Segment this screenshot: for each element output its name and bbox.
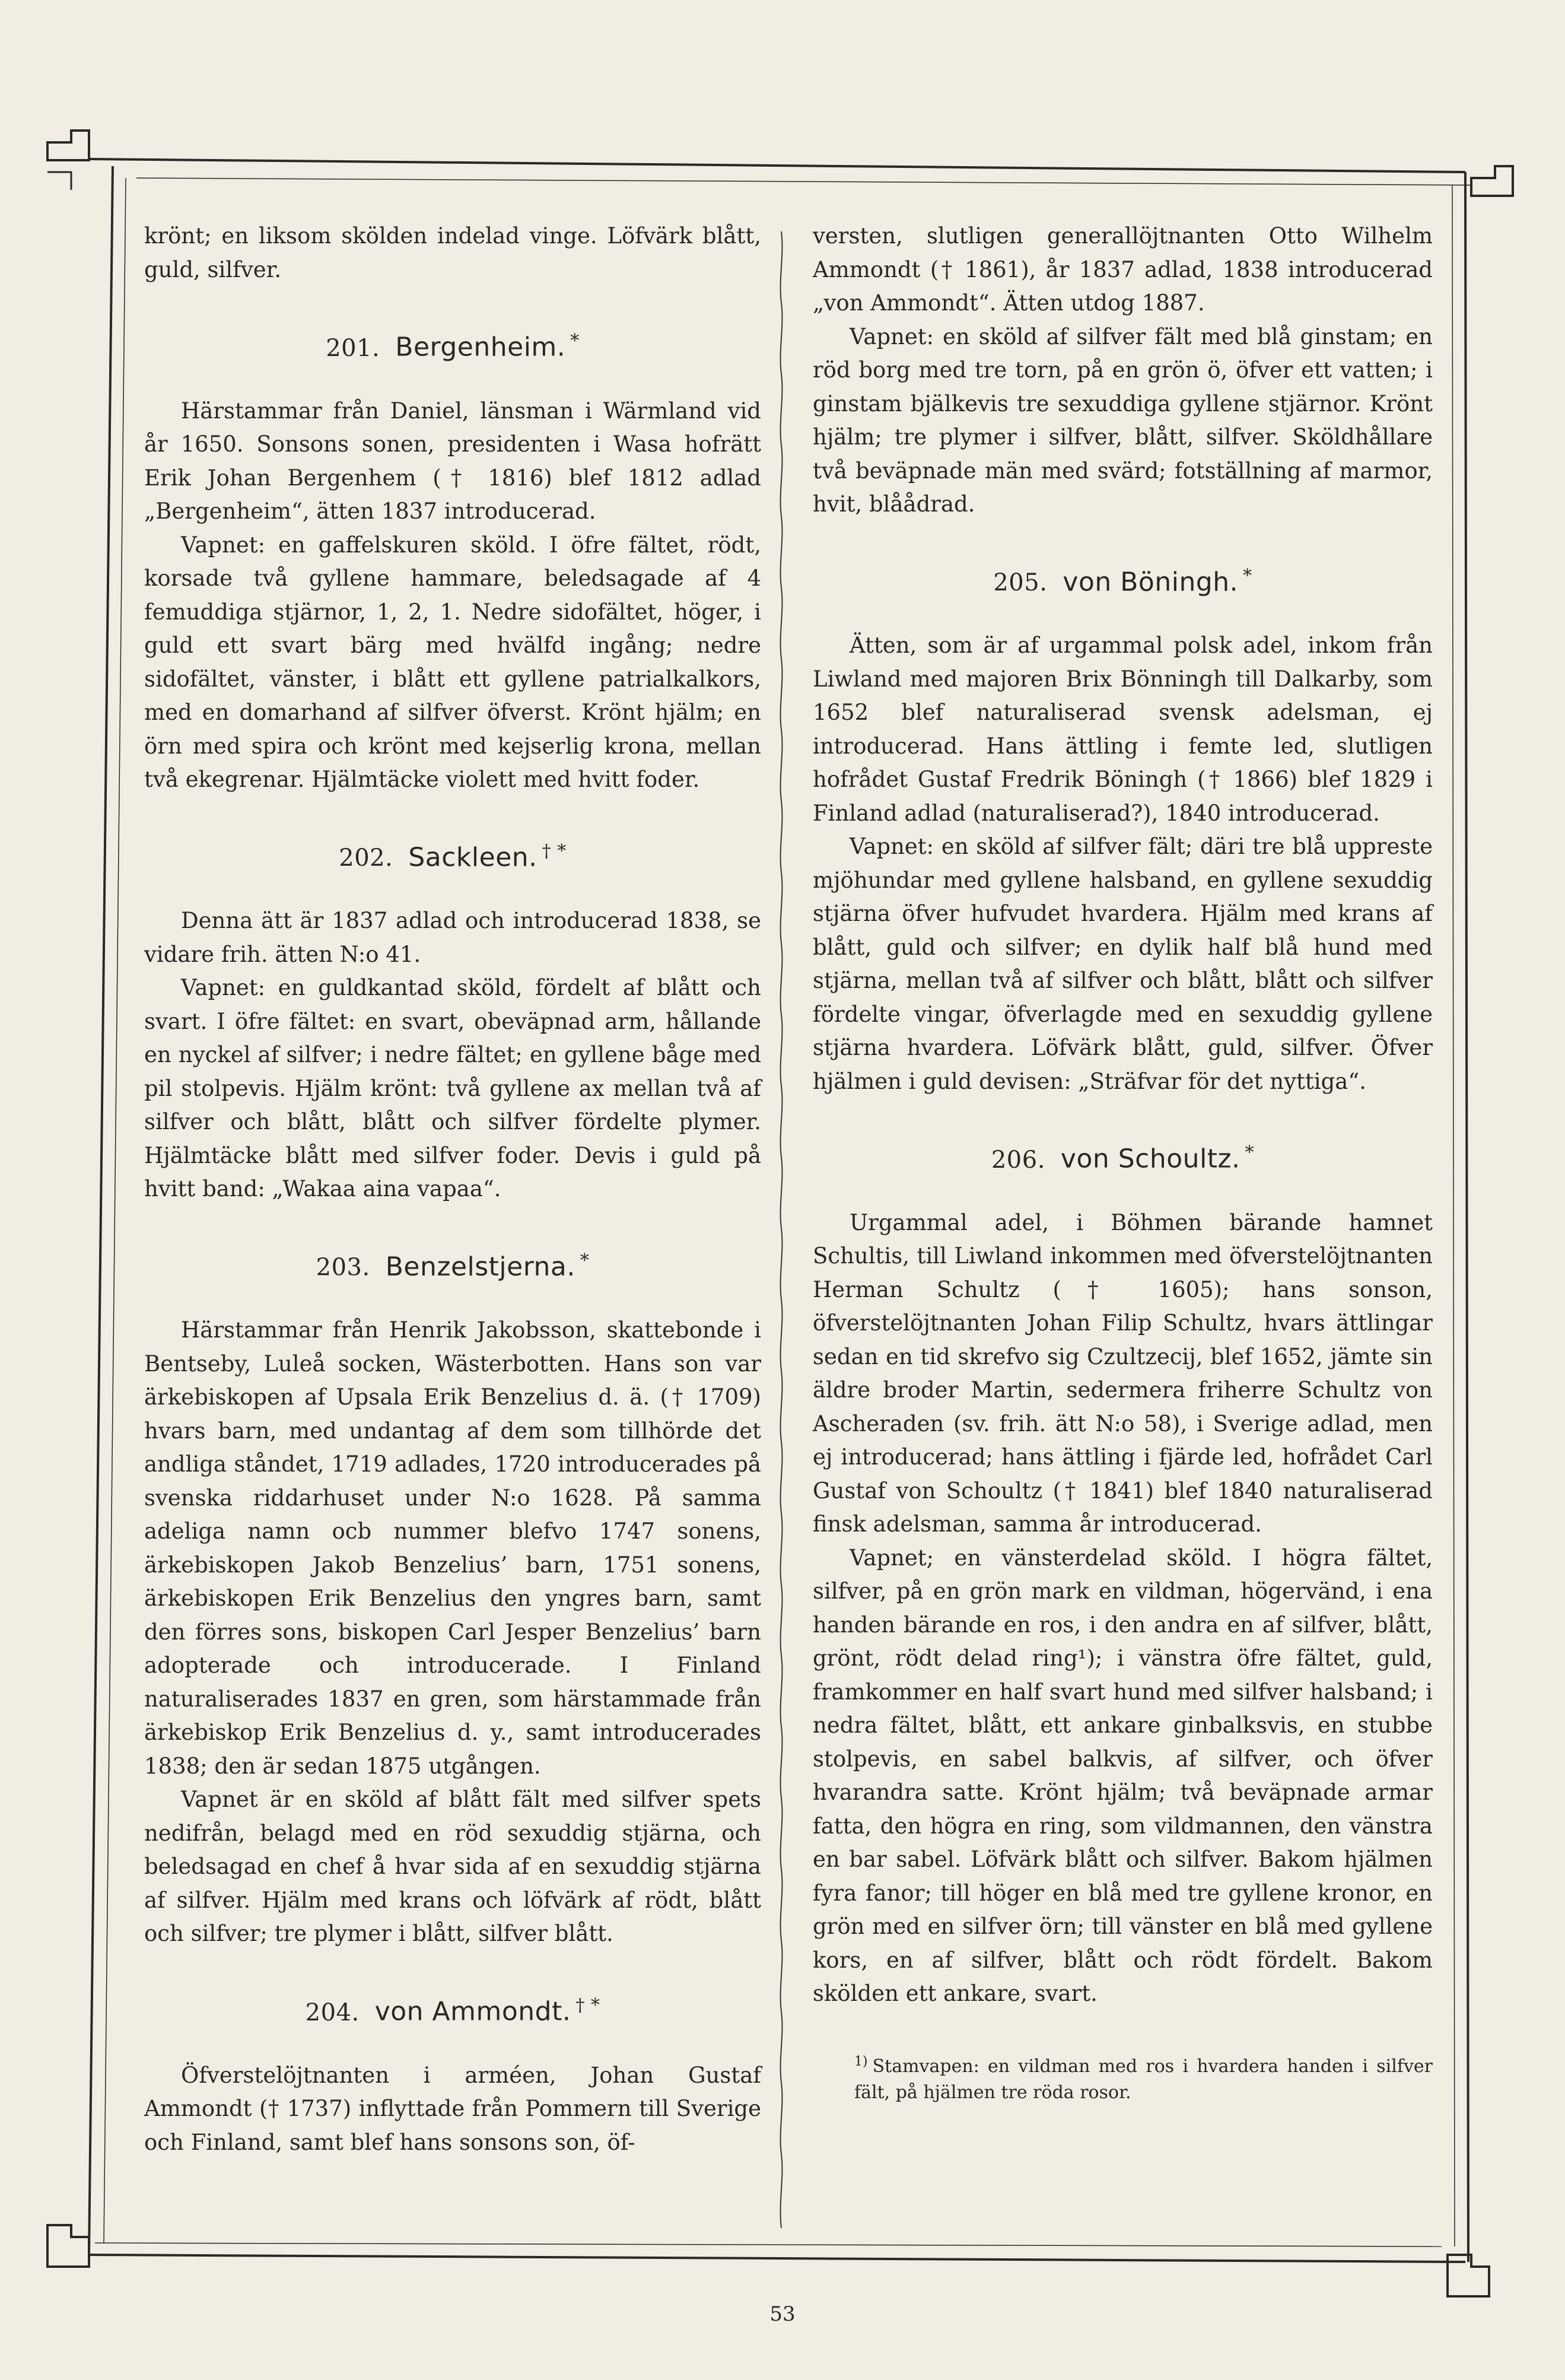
section-number: 203. <box>316 1254 370 1282</box>
corner-ornament-bottom-left <box>47 2225 89 2267</box>
section-name: Sackleen. <box>408 842 537 873</box>
column-divider <box>777 231 785 2228</box>
section-mark: † * <box>575 1994 600 2016</box>
section-mark: † * <box>542 840 567 862</box>
paragraph: Urgammal adel, i Böhmen bärande hamnet Schultis, till Liwland inkommen med öfverstelöjtnanten Herman Schultz († 1605); hans sonson, öfverstelöjtnanten Johan Filip Schultz, hvars ättlingar sedan en tid skrefvo sig Czultzecij, blef 1652, jämte sin äldre broder Martin, sedermera friherre Schultz von Ascheraden (sv. frih. ätt N:o 58), i Sverige adlad, men ej introducerad; hans ättling i fjärde led, hofrådet Carl Gustaf von Schoultz († 1841) blef 1840 naturaliserad finsk adelsman, samma år introducerad. <box>813 1209 1433 1537</box>
section-number: 201. <box>326 334 380 362</box>
section-heading-205 <box>813 558 1433 601</box>
corner-ornament-top-left <box>47 131 89 160</box>
section-heading-203 <box>144 1243 761 1286</box>
right-intro-text: versten, slutligen generallöjtnanten Otto Wilhelm Ammondt († 1861), år 1837 adlad, 1838 introducerad „von Ammondt“. Ätten utdog 1887. <box>813 223 1433 316</box>
paragraph: Denna ätt är 1837 adlad och introducerad 1838, se vidare frih. ätten N:o 41. <box>144 908 761 967</box>
paragraph: Vapnet: en gaffelskuren sköld. I öfre fältet, rödt, korsade två gyllene hammare, beledsagade af 4 femuddiga stjärnor, 1, 2, 1. Nedre sidofältet, höger, i guld ett svart bärg med hvälfd ingång; nedre sidofältet, vänster, i blått ett gyllene patrialkalkors, med en domarhand af silfver öfverst. Krönt hjälm; en örn med spira och krönt med kejserlig krona, mellan två ekegrenar. Hjälmtäcke violett med hvitt foder. <box>144 532 761 793</box>
paragraph: Härstammar från Daniel, länsman i Wärmland vid år 1650. Sonsons sonen, presidenten i Wasa hofrätt Erik Johan Bergenhem († 1816) blef 1812 adlad „Bergenheim“, ätten 1837 introducerad. <box>144 398 761 525</box>
paragraph: Ätten, som är af urgammal polsk adel, inkom från Liwland med majoren Brix Bönningh till Dalkarby, som 1652 blef naturaliserad svensk adelsman, ej introducerad. Hans ättling i femte led, slutligen hofrådet Gustaf Fredrik Böningh († 1866) blef 1829 i Finland adlad (naturaliserad?), 1840 introducerad. <box>813 633 1433 826</box>
section-number: 206. <box>991 1146 1045 1174</box>
section-mark: * <box>580 1250 590 1271</box>
left-intro-text: krönt; en liksom skölden indelad vinge. Löfvärk blått, guld, silfver. <box>144 223 761 282</box>
paragraph: Öfverstelöjtnanten i arméen, Johan Gustaf Ammondt († 1737) inflyttade från Pommern till Sverige och Finland, samt blef hans sonsons son, öf- <box>144 2062 761 2155</box>
section-heading-201 <box>144 323 761 366</box>
section-mark: * <box>1243 565 1252 586</box>
footnote-text: Stamvapen: en vildman med ros i hvardera handen i silfver fält, på hjälmen tre röda rosor. <box>854 2055 1433 2103</box>
paragraph: Vapnet: en sköld af silfver fält; däri tre blå uppreste mjöhundar med gyllene halsband, en gyllene sexuddig stjärna öfver hufvudet hvardera. Hjälm med krans af blått, guld och silfver; en dylik half blå hund med stjärna, mellan två af silfver och blått, blått och silfver fördelte vingar, öfverlagde med en sexuddig gyllene stjärna hvardera. Löfvärk blått, guld, silfver. Öfver hjälmen i guld devisen: „Sträfvar för det nyttiga“. <box>813 834 1433 1094</box>
section-mark: * <box>1245 1142 1255 1164</box>
section-name: von Schoultz. <box>1060 1143 1240 1174</box>
section-heading-204 <box>144 1988 761 2031</box>
section-heading-206 <box>813 1135 1433 1178</box>
paragraph: Vapnet; en vänsterdelad sköld. I högra fältet, silfver, på en grön mark en vildman, högervänd, i ena handen bärande en ros, i den andra en af silfver, blått, grönt, rödt delad ring¹); i vänstra öfre fältet, guld, framkommer en half svart hund med silfver halsband; i nedra fältet, blått, ett ankare ginbalksvis, en stubbe stolpevis, en sabel balkvis, af silfver, och öfver hvarandra satte. Krönt hjälm; två beväpnade armar fatta, den högra en ring, som vildmannen, den vänstra en bar sabel. Löfvärk blått och silfver. Bakom hjälmen fyra fanor; till höger en blå med tre gyllene kronor, en grön med en silfver örn; till vänster en blå med gyllene kors, en af silfver, blått och rödt fördelt. Bakom skölden ett ankare, svart. <box>813 1545 1433 2007</box>
right-column <box>813 220 1433 2106</box>
left-column <box>144 220 761 2159</box>
paragraph: Vapnet: en guldkantad sköld, fördelt af blått och svart. I öfre fältet: en svart, obeväpnad arm, hållande en nyckel af silfver; i nedre fältet; en gyllene båge med pil stolpevis. Hjälm krönt: två gyllene ax mellan två af silfver och blått, blått och silfver fördelte plymer. Hjälmtäcke blått med silfver foder. Devis i guld på hvitt band: „Wakaa aina vapaa“. <box>144 975 761 1202</box>
corner-ornament-top-right <box>1471 166 1513 196</box>
section-number: 202. <box>339 844 393 872</box>
paragraph: Vapnet: en sköld af silfver fält med blå ginstam; en röd borg med tre torn, på en grön ö, öfver ett vatten; i ginstam bjälkevis tre sexuddiga gyllene stjärnor. Krönt hjälm; tre plymer i silfver, blått, silfver. Sköldhållare två beväpnade män med svärd; fotställning af marmor, hvit, blåådrad. <box>813 323 1433 517</box>
section-heading-202 <box>144 834 761 876</box>
section-name: Bergenheim. <box>395 332 566 363</box>
paragraph: Härstammar från Henrik Jakobsson, skattebonde i Bentseby, Luleå socken, Wästerbotten. Hans son var ärkebiskopen af Upsala Erik Benzelius d. ä. († 1709) hvars barn, med undantag af dem som tillhörde det andliga ståndet, 1719 adlades, 1720 introducerades på svenska riddarhuset under N:o 1628. På samma adeliga namn ocb nummer blefvo 1747 sonens, ärkebiskopen Jakob Benzelius’ barn, 1751 sonens, ärkebiskopen Erik Benzelius den yngres barn, samt den förres sons, biskopen Carl Jesper Benzelius’ barn adopterade och introducerade. I Finland naturaliserades 1837 en gren, som härstammade från ärkebiskop Erik Benzelius d. y., samt introducerades 1838; den är sedan 1875 utgången. <box>144 1317 761 1779</box>
section-number: 205. <box>993 569 1048 597</box>
page-number: 53 <box>769 2302 796 2326</box>
paragraph: Vapnet är en sköld af blått fält med silfver spets nedifrån, belagd med en röd sexuddig stjärna, och beledsagad en chef å hvar sida af en sexuddig stjärna af silfver. Hjälm med krans och löfvärk af rödt, blått och silfver; tre plymer i blått, silfver blått. <box>144 1787 761 1947</box>
section-name: von Böningh. <box>1063 567 1239 598</box>
section-mark: * <box>570 331 580 351</box>
section-name: von Ammondt. <box>374 1996 571 2027</box>
footnote-mark: 1) <box>854 2054 868 2069</box>
section-number: 204. <box>305 1998 360 2026</box>
footnote <box>813 2049 1433 2106</box>
section-name: Benzelstjerna. <box>385 1251 575 1282</box>
